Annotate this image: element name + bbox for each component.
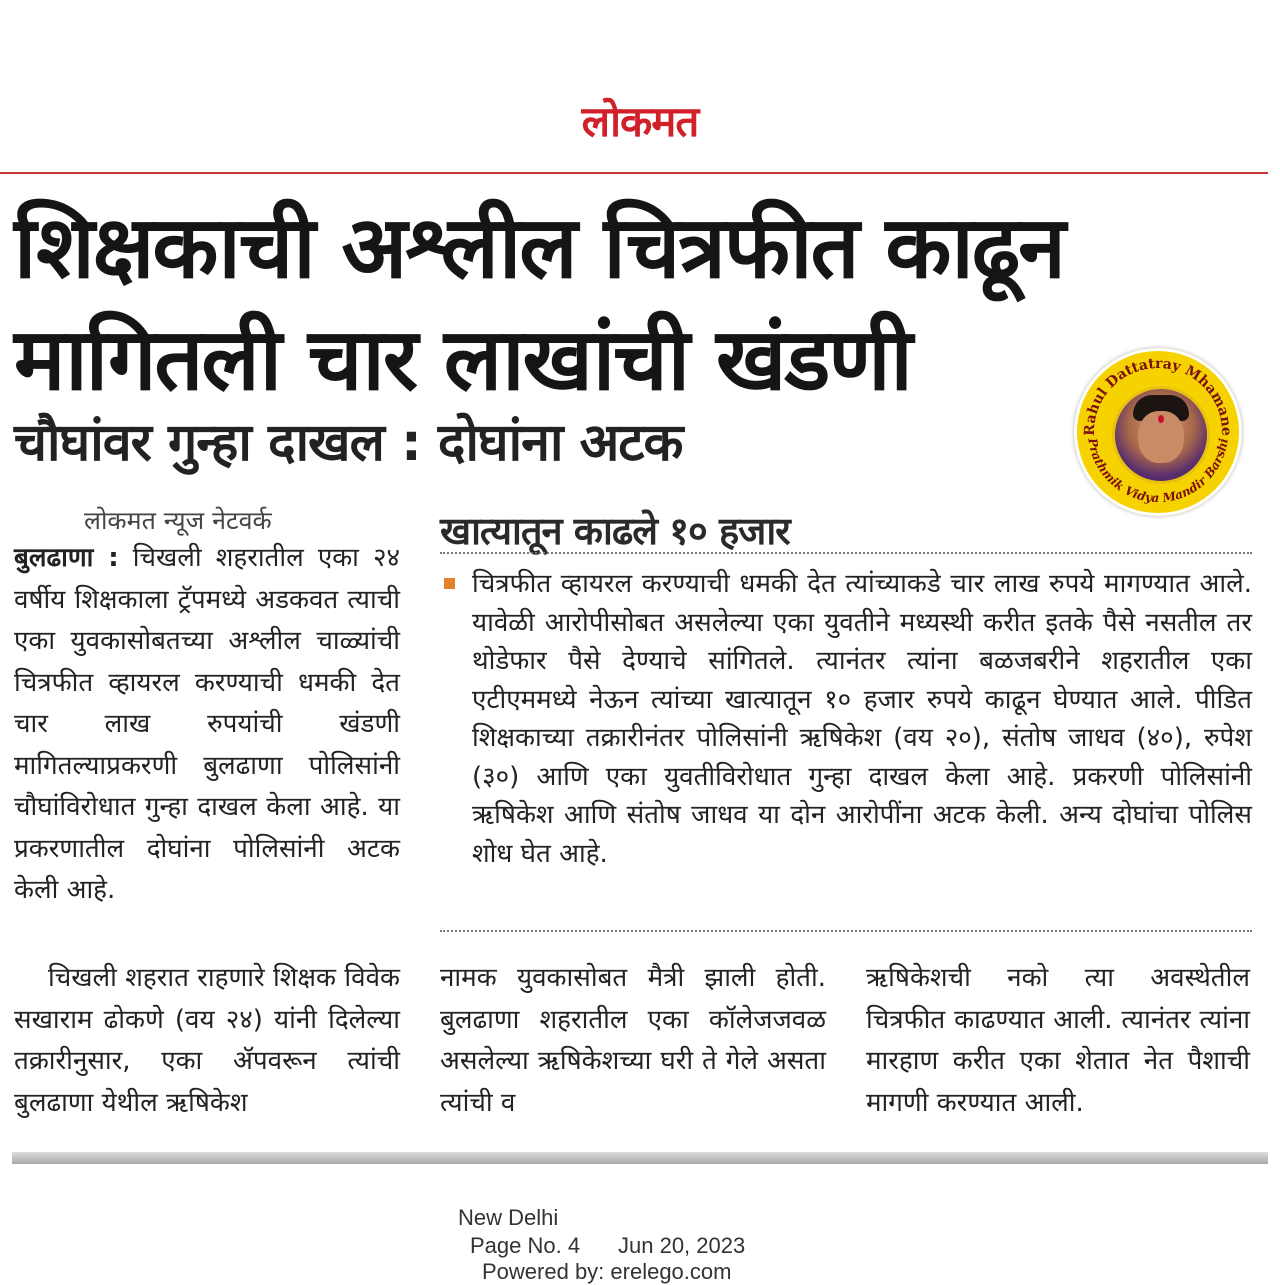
- box-divider-bottom: [440, 930, 1252, 932]
- badge-name: Rahul Dattatray Mhamane: [1081, 355, 1235, 437]
- lead-text: चिखली शहरातील एका २४ वर्षीय शिक्षकाला ट्रॅपमध्ये अडकवत त्याची एका युवकासोबतच्या अश्लील चाळ्यांची चित्रफीत व्हायरल करण्याची धमकी देत चार लाख रुपयांची खंडणी मागितल्याप्रकरणी बुलढाणा पोलिसांनी चौघांविरोधात गुन्हा दाखल केला आहे. या प्रकरणातील दोघांना पोलिसांनी अटक केली आहे.: [14, 543, 401, 905]
- masthead-logo: लोकमत: [581, 97, 699, 146]
- profile-photo: [1112, 386, 1210, 484]
- dateline: बुलढाणा :: [14, 543, 119, 573]
- profile-badge: [1074, 348, 1242, 516]
- box-divider-top: [440, 552, 1252, 554]
- box-text: चित्रफीत व्हायरल करण्याची धमकी देत त्यांच्याकडे चार लाख रुपये मागण्यात आले. यावेळी आरोपीसोबत असलेल्या एका युवतीने मध्यस्थी करीत इतके पैसे नसतील तर थोडेफार पैसे देण्याचे सांगितले. त्यानंतर त्यांना बळजबरीने शहरातील एका एटीएममध्ये नेऊन त्यांच्या खात्यातून १० हजार रुपये काढून घेण्यात आले. पीडित शिक्षकाच्या तक्रारीनंतर पोलिसांनी ऋषिकेश (वय २०), संतोष जाधव (४०), रुपेश (३०) आणि एका युवतीविरोधात गुन्हा दाखल केला आहे. प्रकरणी पोलिसांनी ऋषिकेश आणि संतोष जाधव या दोन आरोपींना अटक केली. अन्य दोघांचा पोलिस शोध घेत आहे.: [472, 569, 1252, 869]
- badge-school: Prathmik Vidya Mandir Barshi: [1085, 437, 1231, 506]
- subheadline: चौघांवर गुन्हा दाखल : दोघांना अटक: [14, 413, 683, 473]
- masthead-rule: [0, 172, 1268, 174]
- body-column-1: चिखली शहरात राहणारे शिक्षक विवेक सखाराम ढोकणे (वय २४) यांनी दिलेल्या तक्रारीनुसार, एका ॲपवरून त्यांची बुलढाणा येथील ऋषिकेश: [14, 963, 400, 1118]
- body-column-3: ऋषिकेशची नको त्या अवस्थेतील चित्रफीत काढण्यात आली. त्यानंतर त्यांना मारहाण करीत एका शेतात नेत पैशाची मागणी करण्यात आली.: [866, 963, 1250, 1118]
- byline: लोकमत न्यूज नेटवर्क: [84, 506, 272, 535]
- headline-line-1: शिक्षकाची अश्लील चित्रफीत काढून: [14, 198, 1064, 298]
- headline-line-2: मागितली चार लाखांची खंडणी: [14, 310, 911, 410]
- footer-date: Jun 20, 2023: [618, 1233, 746, 1258]
- footer-edition: New Delhi: [458, 1205, 559, 1230]
- footer-page: Page No. 4: [470, 1233, 581, 1258]
- box-heading: खात्यातून काढले १० हजार: [440, 509, 790, 553]
- bullet-icon: [444, 578, 455, 589]
- lead-paragraph: [14, 538, 400, 912]
- footer-powered: Powered by: erelego.com: [482, 1259, 732, 1284]
- body-column-2: नामक युवकासोबत मैत्री झाली होती. बुलढाणा शहरातील एका कॉलेजजवळ असलेल्या ऋषिकेशच्या घरी ते गेले असता त्यांची व: [440, 963, 826, 1118]
- page-bottom-bar: [12, 1152, 1268, 1164]
